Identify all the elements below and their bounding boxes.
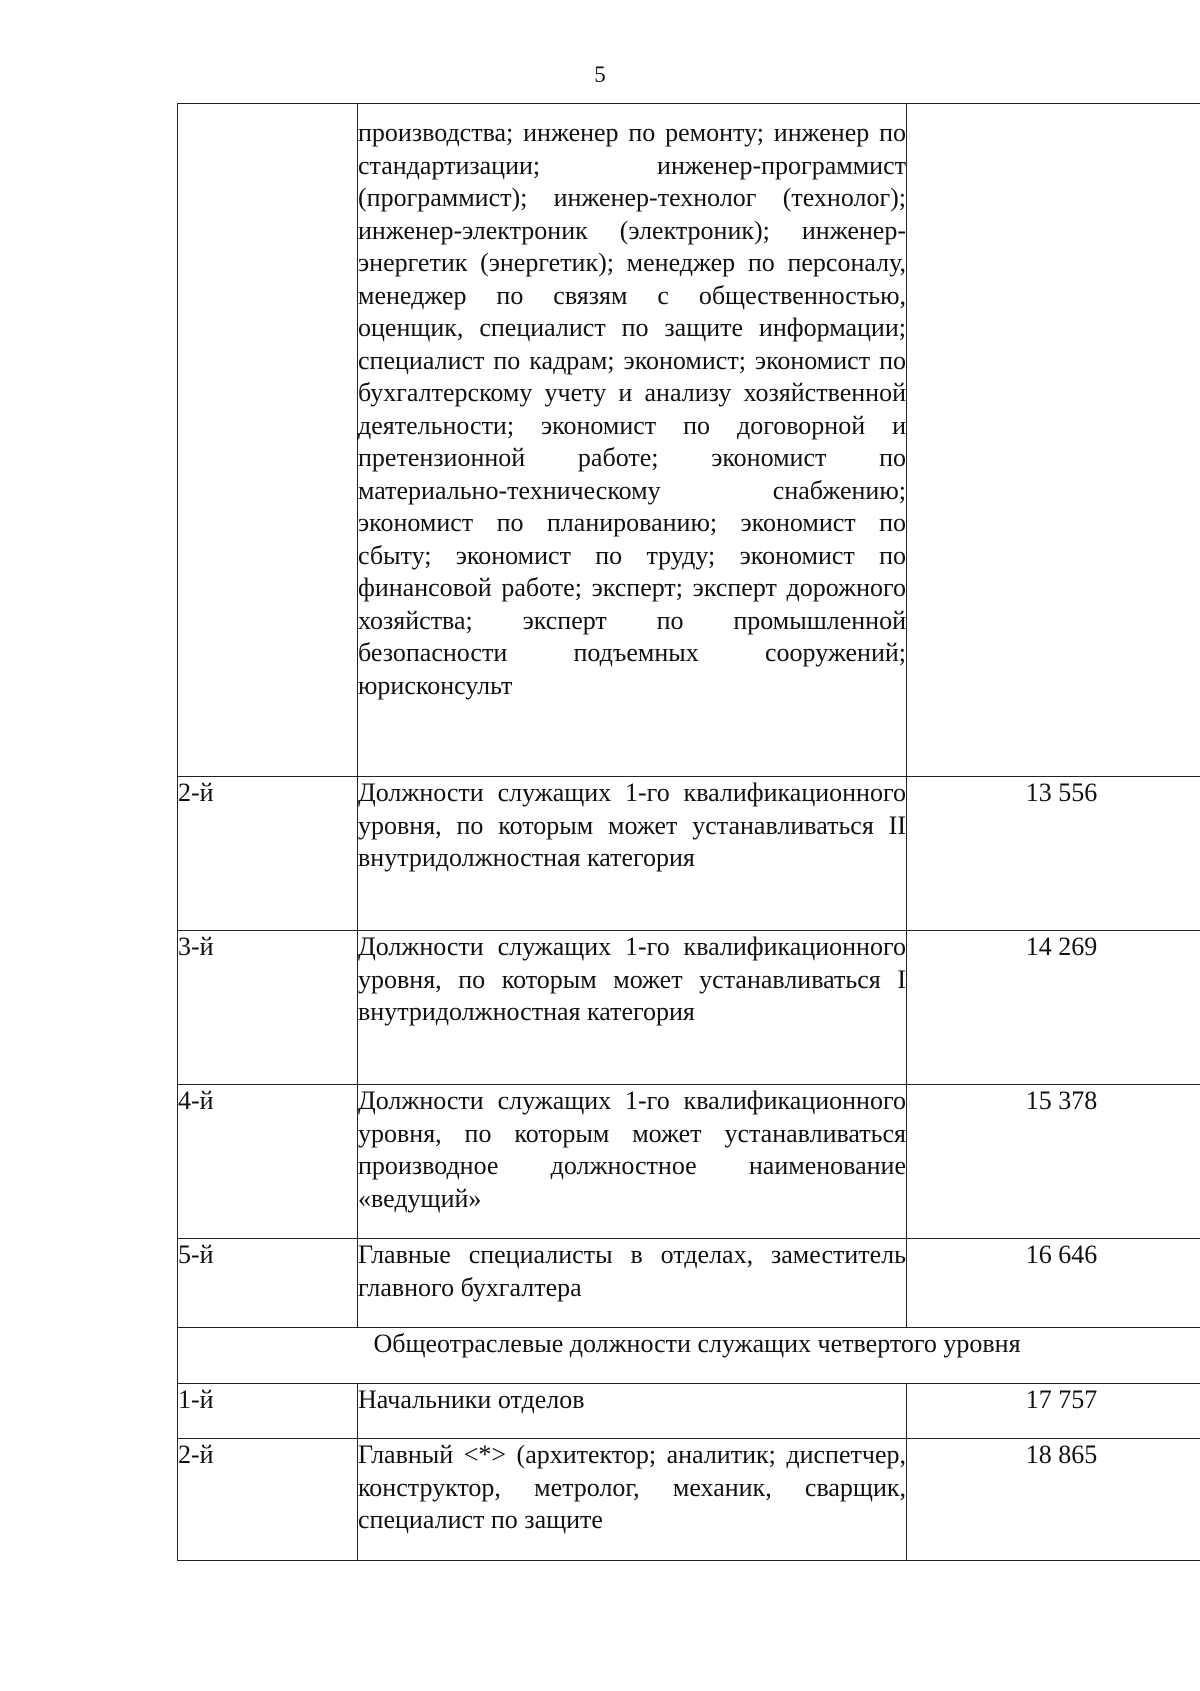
description-cell: Главный <*> (архитектор; аналитик; диспетчер, конструктор, метролог, механик, сварщик, специалист по защите bbox=[358, 1439, 907, 1561]
level-cell: 5-й bbox=[178, 1239, 358, 1328]
level-cell bbox=[178, 104, 358, 777]
description-cell: Должности служащих 1-го квалификационного уровня, по которым может устанавливаться производное должностное наименование «ведущий» bbox=[358, 1085, 907, 1239]
amount-cell: 15 378 bbox=[907, 1085, 1200, 1239]
section-header: Общеотраслевые должности служащих четвертого уровня bbox=[178, 1328, 1200, 1384]
table-row bbox=[178, 1384, 1200, 1439]
amount-cell: 14 269 bbox=[907, 931, 1200, 1085]
amount-cell: 16 646 bbox=[907, 1239, 1200, 1328]
description-cell: Главные специалисты в отделах, заместитель главного бухгалтера bbox=[358, 1239, 907, 1328]
description-cell: Начальники отделов bbox=[358, 1384, 907, 1439]
level-cell: 1-й bbox=[178, 1384, 358, 1439]
salary-table bbox=[177, 103, 1200, 1561]
level-cell: 2-й bbox=[178, 1439, 358, 1561]
description-cell: Должности служащих 1-го квалификационного уровня, по которым может устанавливаться II внутридолжностная категория bbox=[358, 777, 907, 931]
table-row bbox=[178, 1085, 1200, 1239]
amount-cell bbox=[907, 104, 1200, 777]
table-row bbox=[178, 931, 1200, 1085]
table-row bbox=[178, 104, 1200, 777]
section-header-row bbox=[178, 1328, 1200, 1384]
description-cell: Должности служащих 1-го квалификационного уровня, по которым может устанавливаться I внутридолжностная категория bbox=[358, 931, 907, 1085]
level-cell: 2-й bbox=[178, 777, 358, 931]
amount-cell: 13 556 bbox=[907, 777, 1200, 931]
level-cell: 3-й bbox=[178, 931, 358, 1085]
page-number: 5 bbox=[594, 62, 606, 87]
table-row bbox=[178, 1439, 1200, 1561]
amount-cell: 17 757 bbox=[907, 1384, 1200, 1439]
level-cell: 4-й bbox=[178, 1085, 358, 1239]
description-cell: производства; инженер по ремонту; инженер по стандартизации; инженер-программист (программист); инженер-технолог (технолог); инженер-электроник (электроник); инженер-энергетик (энергетик); менеджер по персоналу, менеджер по связям с общественностью, оценщик, специалист по защите информации; специалист по кадрам; экономист; экономист по бухгалтерскому учету и анализу хозяйственной деятельности; экономист по договорной и претензионной работе; экономист по материально-техническому снабжению; экономист по планированию; экономист по сбыту; экономист по труду; экономист по финансовой работе; эксперт; эксперт дорожного хозяйства; эксперт по промышленной безопасности подъемных сооружений; юрисконсульт bbox=[358, 104, 907, 777]
amount-cell: 18 865 bbox=[907, 1439, 1200, 1561]
table-row bbox=[178, 1239, 1200, 1328]
table-row bbox=[178, 777, 1200, 931]
